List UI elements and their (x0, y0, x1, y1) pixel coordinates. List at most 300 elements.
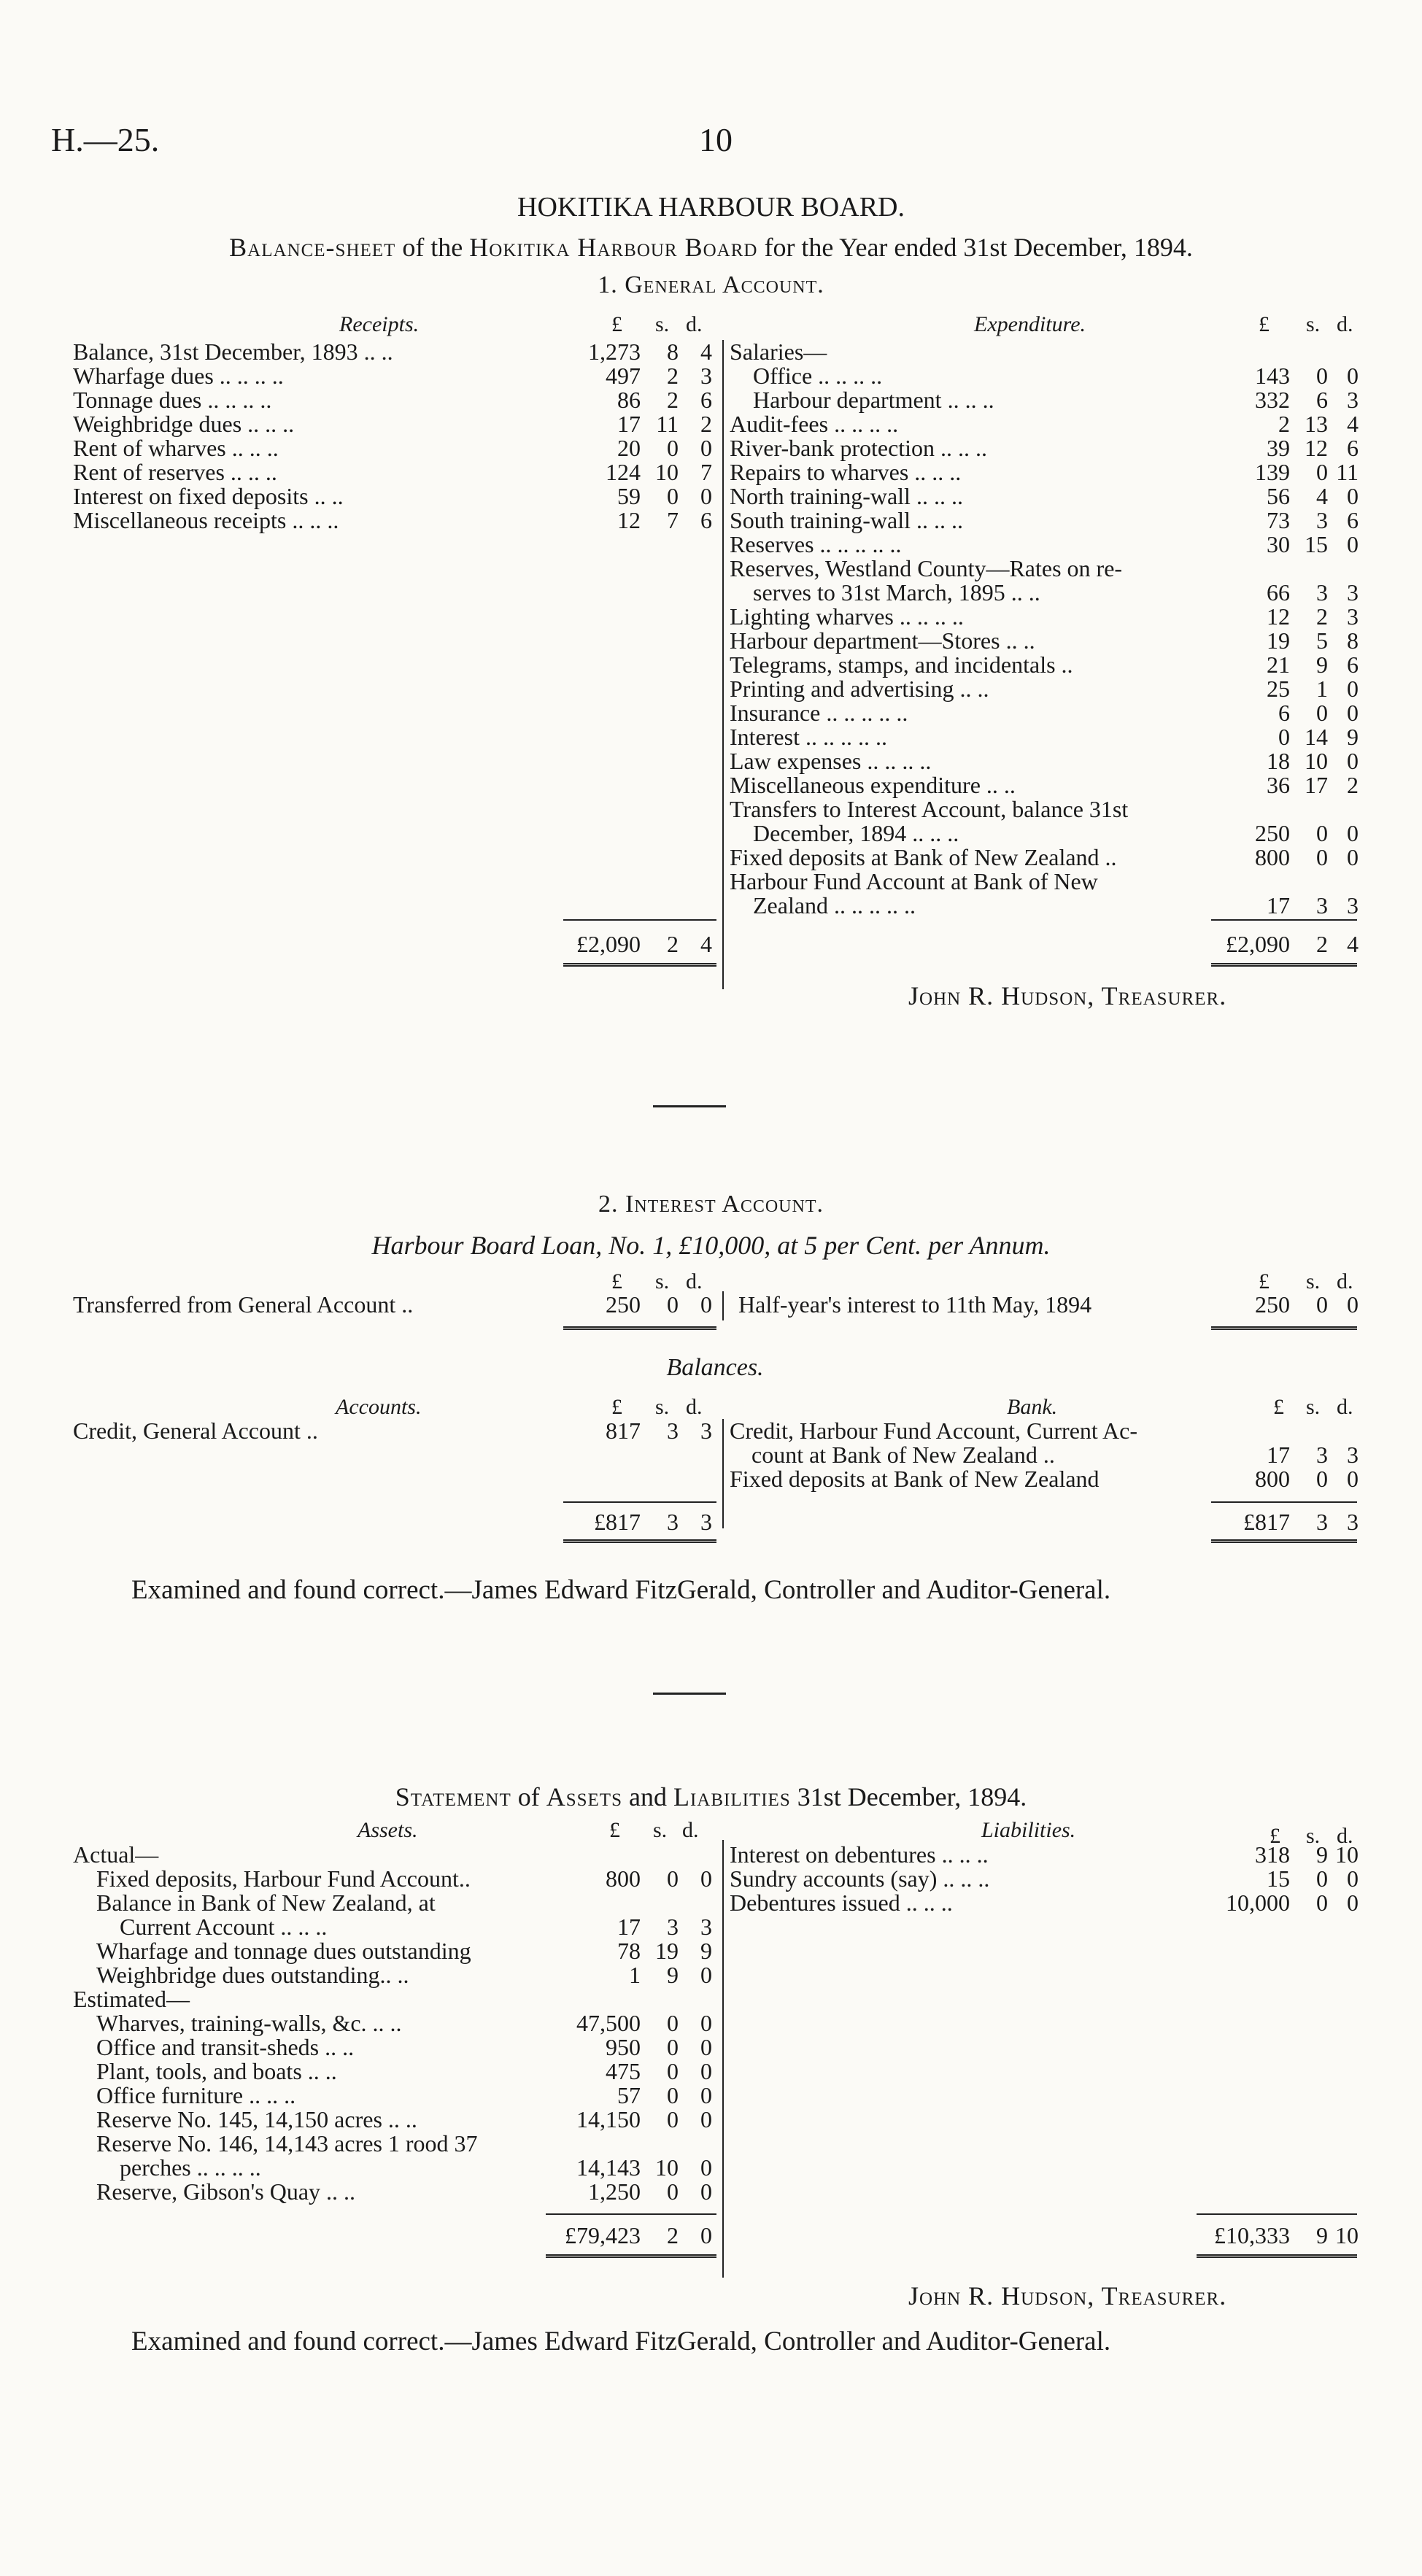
asset-row (73, 2156, 715, 2180)
expenditure-row-pounds: 139 (1255, 459, 1290, 485)
col-shillings: s. (655, 1395, 670, 1419)
liability-row-pence: 10 (1335, 1841, 1359, 1868)
expenditure-row-pence: 11 (1336, 459, 1359, 485)
asset-row-pounds: 1 (629, 1962, 641, 1988)
asset-row-label: Actual— (73, 1841, 159, 1868)
expenditure-row (730, 605, 1357, 629)
bank-total-pence: 3 (1347, 1509, 1359, 1535)
col-pounds: £ (1273, 1395, 1284, 1419)
asset-row-shillings: 0 (667, 2178, 679, 2205)
audit-certification: Examined and found correct.—James Edward FitzGerald, Controller and Auditor-General. (131, 1575, 1111, 1605)
expenditure-row-shillings: 0 (1316, 363, 1328, 389)
receipt-row-pence: 0 (700, 435, 712, 461)
leader-dots: .. .. (986, 772, 1016, 798)
asset-row (73, 2059, 715, 2084)
expenditure-row-pence: 0 (1347, 844, 1359, 870)
expenditure-row-pence: 4 (1347, 411, 1359, 437)
expenditure-row (730, 388, 1357, 412)
leader-dots: .. .. .. .. .. (819, 531, 902, 557)
expenditure-row-label: North training-wall (730, 483, 911, 509)
expenditure-row-pence: 6 (1347, 435, 1359, 461)
double-rule (563, 963, 716, 967)
expenditure-row (730, 484, 1357, 508)
expenditure-row (730, 677, 1357, 701)
page-number: 10 (699, 121, 733, 158)
double-rule (546, 2254, 716, 2258)
asset-row-label: Reserve No. 145, 14,150 acres .. .. (96, 2106, 417, 2132)
assets-total-pence: 0 (700, 2222, 712, 2248)
leader-dots: .. .. (965, 387, 994, 413)
expenditure-row-shillings: 3 (1316, 579, 1328, 606)
receipt-row-pence: 4 (700, 339, 712, 365)
asset-row (73, 2084, 715, 2108)
expenditure-row (730, 412, 1357, 436)
leader-dots: .. .. (309, 507, 339, 533)
credit-harbour-row-1: Credit, Harbour Fund Account, Current Ac- (730, 1417, 1137, 1444)
asset-row (73, 1963, 715, 1987)
asset-row-pence: 0 (700, 2106, 712, 2132)
asset-row-pence: 0 (700, 2058, 712, 2084)
asset-row-label: Wharves, training-walls, &c. .. .. (96, 2010, 402, 2036)
bank-total-shillings: 3 (1316, 1509, 1328, 1535)
leader-dots: .. .. .. (916, 483, 963, 509)
double-rule (1197, 2254, 1357, 2258)
expenditure-row (730, 894, 1357, 918)
expenditure-row-pence: 0 (1347, 700, 1359, 726)
expenditure-row-shillings: 3 (1316, 892, 1328, 918)
liability-row (730, 1843, 1357, 1867)
liability-row (730, 1891, 1357, 1915)
receipt-row-shillings: 7 (667, 507, 679, 533)
asset-row-pounds: 950 (606, 2034, 641, 2060)
asset-row (73, 2132, 715, 2156)
expenditure-row-pounds: 800 (1255, 844, 1290, 870)
asset-row-shillings: 0 (667, 2106, 679, 2132)
col-shillings: s. (1306, 312, 1321, 336)
receipt-row-label: Rent of reserves (73, 459, 225, 485)
col-pounds: £ (1259, 312, 1270, 336)
liability-row-shillings: 0 (1316, 1865, 1328, 1892)
expenditure-row-pence: 9 (1347, 724, 1359, 750)
expenditure-row-pounds: 36 (1267, 772, 1290, 798)
expenditure-row (730, 701, 1357, 725)
statement-title: Statement of Assets and Liabilities 31st December, 1894. (395, 1782, 1027, 1811)
expenditure-row (730, 460, 1357, 484)
expenditure-row-pounds: 19 (1267, 627, 1290, 654)
asset-row-pounds: 14,150 (576, 2106, 641, 2132)
leader-dots: .. .. .. (912, 820, 959, 846)
expenditure-row-shillings: 2 (1316, 603, 1328, 630)
accounts-heading: Accounts. (336, 1395, 422, 1419)
liabilities-total-pounds: £10,333 (1214, 2222, 1290, 2248)
asset-row-label: Current Account .. .. .. (120, 1914, 328, 1940)
expenditure-row-pence: 6 (1347, 507, 1359, 533)
receipt-row-shillings: 10 (655, 459, 679, 485)
expenditure-row-pounds: 18 (1267, 748, 1290, 774)
balance-title-part2: of the (402, 233, 463, 262)
expenditure-row-pounds: 56 (1267, 483, 1290, 509)
expenditure-row-label: Reserves (730, 531, 814, 557)
asset-row-shillings: 0 (667, 2082, 679, 2108)
total-rule (563, 1501, 716, 1503)
double-rule (1211, 963, 1357, 967)
expenditure-row-pence: 6 (1347, 651, 1359, 678)
expenditure-row-shillings: 15 (1305, 531, 1328, 557)
expenditure-total-pence: 4 (1347, 931, 1359, 957)
leader-dots: .. .. .. (247, 411, 295, 437)
expenditure-row-pence: 0 (1347, 820, 1359, 846)
asset-row (73, 1915, 715, 1939)
receipt-row-label: Interest on fixed deposits (73, 483, 309, 509)
expenditure-row-shillings: 12 (1305, 435, 1328, 461)
expenditure-row-label: River-bank protection (730, 435, 935, 461)
expenditure-row (730, 557, 1357, 581)
interest-left-row: Transferred from General Account .. 250 0 0 (73, 1291, 712, 1318)
leader-dots: .. .. .. (230, 459, 277, 485)
expenditure-row-shillings: 0 (1316, 700, 1328, 726)
col-pence: d. (1337, 312, 1353, 336)
asset-row-pence: 9 (700, 1938, 712, 1964)
asset-row (73, 1987, 715, 2011)
receipts-total-shillings: 2 (667, 931, 679, 957)
board-title: HOKITIKA HARBOUR BOARD. (517, 192, 905, 223)
double-rule (563, 1539, 716, 1543)
expenditure-row-pence: 3 (1347, 892, 1359, 918)
receipt-row-label: Rent of wharves (73, 435, 226, 461)
asset-row-label: Office and transit-sheds .. .. (96, 2034, 355, 2060)
receipt-row-shillings: 8 (667, 339, 679, 365)
receipt-row-pounds: 497 (606, 363, 641, 389)
statement-table (73, 1818, 1357, 2285)
section-separator (653, 1105, 726, 1107)
expenditure-row-label: Lighting wharves (730, 603, 894, 630)
leader-dots: .. .. (363, 339, 393, 365)
asset-row-pence: 0 (700, 2154, 712, 2181)
asset-row (73, 1891, 715, 1915)
balance-title-part1: Balance-sheet (229, 233, 396, 262)
asset-row-pence: 0 (700, 2034, 712, 2060)
receipt-row-pence: 2 (700, 411, 712, 437)
column-divider (722, 340, 724, 989)
asset-row-pounds: 78 (617, 1938, 641, 1964)
interest-account-table (73, 1269, 1357, 1547)
receipt-row (73, 364, 715, 388)
col-pence: d. (1337, 1269, 1353, 1293)
expenditure-row-shillings: 0 (1316, 844, 1328, 870)
col-shillings: s. (1306, 1395, 1321, 1419)
leader-dots: .. .. (314, 483, 344, 509)
asset-row (73, 2180, 715, 2204)
leader-dots: .. (1061, 651, 1073, 678)
col-pence: d. (1337, 1824, 1353, 1848)
expenditure-row-label: Reserves, Westland County—Rates on re- (730, 555, 1123, 581)
asset-row-label: Balance in Bank of New Zealand, at (96, 1890, 436, 1916)
treasurer-signature: John R. Hudson, Treasurer. (908, 2281, 1227, 2310)
asset-row-pence: 3 (700, 1914, 712, 1940)
expenditure-row (730, 508, 1357, 533)
credit-harbour-row-2: count at Bank of New Zealand .. 17 3 3 (751, 1442, 1359, 1468)
interest-account-heading: 2. Interest Account. (598, 1191, 824, 1218)
leader-dots: .. .. .. .. (899, 603, 964, 630)
expenditure-row-pounds: 0 (1278, 724, 1290, 750)
expenditure-row (730, 629, 1357, 653)
expenditure-row-label: Law expenses .. (730, 748, 879, 774)
asset-row-label: Estimated— (73, 1986, 190, 2012)
double-rule (1211, 1539, 1357, 1543)
asset-row-label: Reserve No. 146, 14,143 acres 1 rood 37 (96, 2130, 478, 2157)
receipt-row-pence: 7 (700, 459, 712, 485)
expenditure-row-label: Insurance (730, 700, 821, 726)
liability-row-pounds: 15 (1267, 1865, 1290, 1892)
section-separator (653, 1693, 726, 1695)
balance-title-part4: for the Year ended 31st December, 1894. (764, 233, 1193, 262)
col-pence: d. (1337, 1395, 1353, 1419)
receipt-row-pounds: 17 (617, 411, 641, 437)
expenditure-row-label: Printing and advertising (730, 676, 954, 702)
liability-row-label: Debentures issued .. .. .. (730, 1890, 953, 1916)
expenditure-row-pence: 0 (1347, 363, 1359, 389)
credit-general-row: Credit, General Account .. 817 3 3 (73, 1417, 712, 1444)
total-rule (1197, 2213, 1357, 2215)
expenditure-row (730, 821, 1357, 846)
leader-dots: .. .. .. (914, 459, 962, 485)
expenditure-row-label: December, 1894 (753, 820, 907, 846)
asset-row-pence: 0 (700, 1865, 712, 1892)
interest-subtitle: Harbour Board Loan, No. 1, £10,000, at 5 per Cent. per Annum. (371, 1231, 1051, 1260)
total-rule (1211, 919, 1357, 921)
liability-row-pounds: 10,000 (1226, 1890, 1290, 1916)
col-pounds: £ (611, 1395, 622, 1419)
receipt-row-shillings: 0 (667, 483, 679, 509)
asset-row-shillings: 0 (667, 1865, 679, 1892)
expenditure-row-label: Harbour department—Stores (730, 627, 1000, 654)
expenditure-row (730, 749, 1357, 773)
receipts-total-pence: 4 (700, 931, 712, 957)
expenditure-row-pounds: 332 (1255, 387, 1290, 413)
asset-row (73, 2011, 715, 2035)
expenditure-row-shillings: 4 (1316, 483, 1328, 509)
expenditure-row (730, 364, 1357, 388)
expenditure-row-shillings: 17 (1305, 772, 1328, 798)
expenditure-row-shillings: 9 (1316, 651, 1328, 678)
expenditure-row-pence: 2 (1347, 772, 1359, 798)
assets-heading: Assets. (358, 1818, 418, 1842)
asset-row (73, 1939, 715, 1963)
asset-row-pounds: 800 (606, 1865, 641, 1892)
accounts-total-shillings: 3 (667, 1509, 679, 1535)
receipt-row (73, 460, 715, 484)
asset-row-pounds: 47,500 (576, 2010, 641, 2036)
expenditure-row-label: Transfers to Interest Account, balance 31st (730, 796, 1129, 822)
leader-dots: .. .. (1005, 627, 1035, 654)
expenditure-row-shillings: 1 (1316, 676, 1328, 702)
receipt-row-label: Wharfage dues .. (73, 363, 231, 389)
receipt-row-pounds: 59 (617, 483, 641, 509)
receipt-row-label: Tonnage dues .. (73, 387, 220, 413)
receipt-row-shillings: 2 (667, 363, 679, 389)
receipt-row-label: Weighbridge dues (73, 411, 242, 437)
double-rule (563, 1326, 716, 1330)
leader-dots: .. .. (1011, 579, 1040, 606)
column-divider (722, 1840, 724, 2278)
asset-row-label: Fixed deposits, Harbour Fund Account.. (96, 1865, 471, 1892)
expenditure-row-shillings: 0 (1316, 459, 1328, 485)
expenditure-row-pence: 0 (1347, 531, 1359, 557)
liabilities-total-shillings: 9 (1316, 2222, 1328, 2248)
leader-dots: .. .. .. .. .. (805, 724, 887, 750)
col-shillings: s. (1306, 1824, 1321, 1848)
liabilities-heading: Liabilities. (981, 1818, 1076, 1842)
total-rule (1211, 1501, 1357, 1503)
receipt-row (73, 508, 715, 533)
col-shillings: s. (653, 1818, 668, 1842)
col-pounds: £ (1259, 1269, 1270, 1293)
expenditure-row-pounds: 73 (1267, 507, 1290, 533)
receipt-row (73, 388, 715, 412)
liability-row-shillings: 9 (1316, 1841, 1328, 1868)
leader-dots: .. .. .. (916, 507, 963, 533)
expenditure-row-shillings: 0 (1316, 820, 1328, 846)
expenditure-row (730, 581, 1357, 605)
expenditure-row-pounds: 2 (1278, 411, 1290, 437)
bank-heading: Bank. (1007, 1395, 1058, 1419)
col-pounds: £ (1270, 1824, 1280, 1848)
asset-row-label: Reserve, Gibson's Quay .. .. (96, 2178, 356, 2205)
asset-row-shillings: 3 (667, 1914, 679, 1940)
receipt-row-label: Balance, 31st December, 1893 (73, 339, 358, 365)
asset-row-label: Weighbridge dues outstanding.. .. (96, 1962, 409, 1988)
balance-title-part3: Hokitika Harbour Board (469, 233, 758, 262)
leader-dots: .. .. .. (231, 435, 279, 461)
asset-row (73, 2035, 715, 2059)
asset-row-pence: 0 (700, 1962, 712, 1988)
leader-dots: .. .. .. .. .. (834, 892, 916, 918)
receipt-row (73, 436, 715, 460)
asset-row-label: Wharfage and tonnage dues outstanding (96, 1938, 471, 1964)
receipt-row-pounds: 124 (606, 459, 641, 485)
receipt-row-pounds: 1,273 (588, 339, 641, 365)
asset-row-label: Office furniture .. .. .. (96, 2082, 296, 2108)
receipts-heading: Receipts. (339, 312, 420, 336)
asset-row-label: perches .. .. .. .. (120, 2154, 261, 2181)
asset-row-shillings: 9 (667, 1962, 679, 1988)
asset-row-pounds: 14,143 (576, 2154, 641, 2181)
expenditure-row (730, 340, 1357, 364)
col-pounds: £ (609, 1818, 620, 1842)
asset-row-shillings: 19 (655, 1938, 679, 1964)
asset-row-shillings: 0 (667, 2010, 679, 2036)
asset-row-pounds: 1,250 (588, 2178, 641, 2205)
expenditure-row-label: Fixed deposits at Bank of New Zealand .. (730, 844, 1117, 870)
asset-row (73, 1867, 715, 1891)
expenditure-row-pence: 3 (1347, 603, 1359, 630)
asset-row-pence: 0 (700, 2178, 712, 2205)
receipt-row-shillings: 11 (656, 411, 679, 437)
asset-row (73, 2108, 715, 2132)
receipt-row-pence: 0 (700, 483, 712, 509)
expenditure-row-label: Salaries— (730, 339, 827, 365)
receipt-row-shillings: 0 (667, 435, 679, 461)
receipts-total-pounds: £2,090 (576, 931, 641, 957)
expenditure-row-pounds: 12 (1267, 603, 1290, 630)
receipt-row (73, 484, 715, 508)
expenditure-heading: Expenditure. (974, 312, 1086, 336)
leader-dots: .. .. .. (940, 435, 988, 461)
receipt-row-pence: 6 (700, 507, 712, 533)
expenditure-row-pence: 3 (1347, 579, 1359, 606)
liability-row-label: Sundry accounts (say) .. .. .. (730, 1865, 990, 1892)
leader-dots: .. .. .. (236, 363, 284, 389)
expenditure-row-shillings: 5 (1316, 627, 1328, 654)
expenditure-row-pence: 0 (1347, 483, 1359, 509)
column-divider (722, 1419, 724, 1528)
expenditure-total-shillings: 2 (1316, 931, 1328, 957)
general-account-heading: 1. General Account. (598, 271, 824, 298)
asset-row-shillings: 10 (655, 2154, 679, 2181)
leader-dots: .. .. .. .. .. (826, 700, 908, 726)
liability-row-pence: 0 (1347, 1865, 1359, 1892)
expenditure-row-shillings: 14 (1305, 724, 1328, 750)
receipt-row-pounds: 12 (617, 507, 641, 533)
col-pounds: £ (611, 312, 622, 336)
expenditure-row-label: Interest (730, 724, 800, 750)
expenditure-row-label: serves to 31st March, 1895 (753, 579, 1005, 606)
interest-right-row: Half-year's interest to 11th May, 1894 250 0 0 (738, 1291, 1359, 1318)
general-account-table (73, 306, 1357, 992)
expenditure-row-pounds: 66 (1267, 579, 1290, 606)
accounts-total-pounds: £817 (594, 1509, 641, 1535)
expenditure-row-pounds: 30 (1267, 531, 1290, 557)
leader-dots: .. .. (959, 676, 989, 702)
expenditure-row-pounds: 17 (1267, 892, 1290, 918)
expenditure-row (730, 797, 1357, 821)
expenditure-total-pounds: £2,090 (1226, 931, 1290, 957)
col-pence: d. (686, 1269, 703, 1293)
expenditure-row-shillings: 3 (1316, 507, 1328, 533)
assets-total-shillings: 2 (667, 2222, 679, 2248)
balances-heading: Balances. (666, 1354, 764, 1381)
expenditure-row-pence: 0 (1347, 676, 1359, 702)
expenditure-row-label: Harbour Fund Account at Bank of New (730, 868, 1098, 894)
expenditure-row-shillings: 6 (1316, 387, 1328, 413)
expenditure-row (730, 846, 1357, 870)
audit-certification: Examined and found correct.—James Edward FitzGerald, Controller and Auditor-General. (131, 2326, 1111, 2356)
expenditure-row (730, 725, 1357, 749)
asset-row-shillings: 0 (667, 2034, 679, 2060)
expenditure-row-pence: 0 (1347, 748, 1359, 774)
leader-dots: .. .. .. .. (834, 411, 899, 437)
asset-row-shillings: 0 (667, 2058, 679, 2084)
leader-dots: .. .. .. (225, 387, 272, 413)
expenditure-row-pence: 3 (1347, 387, 1359, 413)
receipt-row-shillings: 2 (667, 387, 679, 413)
expenditure-row (730, 870, 1357, 894)
asset-row-pence: 0 (700, 2082, 712, 2108)
liability-row-shillings: 0 (1316, 1890, 1328, 1916)
expenditure-row-shillings: 10 (1305, 748, 1328, 774)
expenditure-row-label: Audit-fees (730, 411, 829, 437)
expenditure-row-label: Office (753, 363, 813, 389)
expenditure-row-label: Repairs to wharves (730, 459, 909, 485)
receipt-row-pence: 3 (700, 363, 712, 389)
col-pounds: £ (611, 1269, 622, 1293)
expenditure-row-pounds: 25 (1267, 676, 1290, 702)
liability-row-label: Interest on debentures .. .. .. (730, 1841, 989, 1868)
receipt-row-pounds: 20 (617, 435, 641, 461)
document-reference: H.—25. (51, 121, 160, 158)
assets-total-pounds: £79,423 (565, 2222, 641, 2248)
liability-row-pence: 0 (1347, 1890, 1359, 1916)
